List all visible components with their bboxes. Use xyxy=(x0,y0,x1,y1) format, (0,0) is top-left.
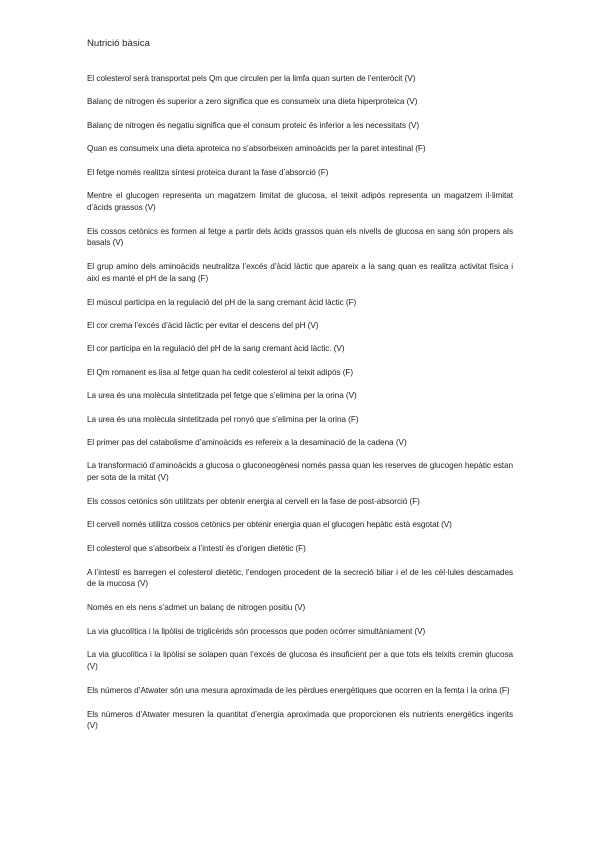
statement-25: Els números d’Atwater mesuren la quantitat d’energia aproximada que proporcionen els nutrients energètics ingerits (V) xyxy=(87,709,513,731)
statement-5: El fetge només realitza síntesi proteica durant la fase d’absorció (F) xyxy=(87,167,329,177)
statement-16: La transformació d’aminoàcids a glucosa o gluconeogènesi només passa quan les reserves de glucogen hepàtic estan per sota de la mitat (V) xyxy=(87,461,513,483)
statement-10: El cor crema l’excés d’àcid làctic per evitar el descens del pH (V) xyxy=(87,321,319,331)
statement-18: El cervell només utilitza cossos cetònics per obtenir energia quan el glucogen hepàtic està esgotat (V) xyxy=(87,520,452,530)
statement-12: El Qm romanent es lisa al fetge quan ha cedit colesterol al teixit adipós (F) xyxy=(87,367,354,377)
statement-20: A l’intestí es barregen el colesterol dietètic, l’endogen procedent de la secreció biliar i el de les cèl·lules descamades de la mucosa (V) xyxy=(87,567,513,589)
statement-15: El primer pas del catabolisme d’aminoàcids es refereix a la desaminació de la cadena (V) xyxy=(87,438,407,448)
statement-1: El colesterol serà transportat pels Qm que circulen per la limfa quan surten de l’enteròcit (V) xyxy=(87,74,416,83)
statement-11: El cor participa en la regulació del pH de la sang cremant àcid làctic. (V) xyxy=(87,344,345,354)
statement-19: El colesterol que s’absorbeix a l’intestí és d’origen dietètic (F) xyxy=(87,544,306,554)
statement-7: Els cossos cetònics es formen al fetge a partir dels àcids grassos quan els nivells de glucosa en sang són propers als basals (V) xyxy=(87,226,513,248)
statement-8: El grup amino dels aminoàcids neutralitza l’excés d’àcid làctic que apareix a la sang quan es realitza activitat física i així es manté el pH de la sang (F) xyxy=(87,262,513,283)
statement-3: Balanç de nitrogen és negatiu significa que el consum proteic és inferior a les necessitats (V) xyxy=(87,120,420,130)
document-title: Nutrició bàsica xyxy=(87,38,150,49)
statement-17: Els cossos cetònics són utilitzats per obtenir energia al cervell en la fase de post-absorció (F) xyxy=(87,497,420,506)
statement-21: Només en els nens s’admet un balanç de nitrogen positiu (V) xyxy=(87,603,306,613)
statement-24: Els números d’Atwater són una mesura aproximada de les pèrdues energètiques que ocorren en la femta i la orina (F) xyxy=(87,685,510,695)
statement-4: Quan es consumeix una dieta aproteica no s’absorbeixen aminoàcids per la paret intestinal (F) xyxy=(87,144,426,154)
statement-23: La via glucolítica i la lipòlisi se solapen quan l’excés de glucosa és insuficient per a que tots els teixits cremin glucosa (V) xyxy=(87,650,513,671)
statement-9: El múscul participa en la regulació del pH de la sang cremant àcid làctic (F) xyxy=(87,297,357,307)
statement-6: Mentre el glucogen representa un magatzem limitat de glucosa, el teixit adipós representa un magatzem il·limitat d’àcids grassos (V) xyxy=(87,190,513,212)
statement-22: La via glucolítica i la lipòlisi de triglicèrids són processos que poden ocórrer simultàniament (V) xyxy=(87,626,426,636)
statement-14: La urea és una molècula sintetitzada pel ronyó que s’elimina per la orina (F) xyxy=(87,414,359,424)
statement-list xyxy=(87,73,513,732)
statement-2: Balanç de nitrogen és superior a zero significa que es consumeix una dieta hiperproteica (V) xyxy=(87,97,418,107)
statement-13: La urea és una molècula sintetitzada pel fetge que s’elimina per la orina (V) xyxy=(87,391,357,401)
